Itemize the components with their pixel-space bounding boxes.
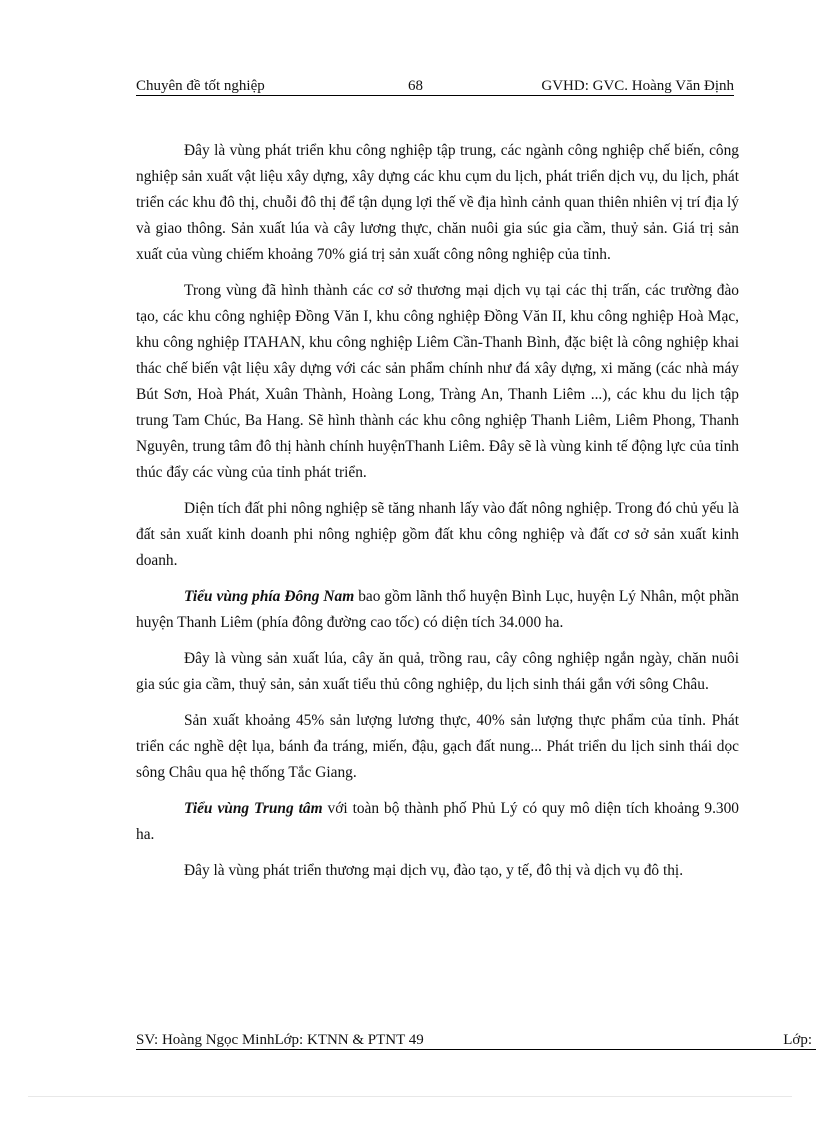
class-label: Lớp:	[783, 1032, 812, 1048]
document-title: Chuyên đề tốt nghiệp	[136, 78, 265, 94]
paragraph-6: Sản xuất khoảng 45% sản lượng lương thực, 40% sản lượng thực phẩm của tỉnh. Phát triển các nghề dệt lụa, bánh đa tráng, miến, đậu, gạch đất nung... Phát triển du lịch sinh thái dọc sông Châu qua hệ thống Tắc Giang.	[136, 712, 739, 781]
paragraph-7-text: với toàn bộ thành phố Phủ Lý có quy mô diện tích khoảng 9.300 ha.	[136, 800, 740, 843]
paragraph-2: Trong vùng đã hình thành các cơ sở thương mại dịch vụ tại các thị trấn, các trường đào tạo, các khu công nghiệp Đồng Văn I, khu công nghiệp Đồng Văn II, khu công nghiệp Hoà Mạc, khu công nghiệp ITAHAN, khu công nghiệp Liêm Cần-Thanh Bình, đặc biệt là công nghiệp khai thác chế biến vật liệu xây dựng với các sản phẩm chính như đá xây dựng, xi măng (các nhà máy Bút Sơn, Hoà Phát, Xuân Thành, Hoàng Long, Tràng An, Thanh Liêm ...), các khu du lịch tập trung Tam Chúc, Ba Hang. Sẽ hình thành các khu công nghiệp Thanh Liêm, Liêm Phong, Thanh Nguyên, trung tâm đô thị hành chính huyệnThanh Liêm. Đây sẽ là vùng kinh tế động lực của tỉnh thúc đẩy các vùng của tỉnh phát triển.	[136, 282, 739, 481]
subregion-heading-central: Tiểu vùng Trung tâm	[184, 800, 323, 817]
paragraph-3: Diện tích đất phi nông nghiệp sẽ tăng nhanh lấy vào đất nông nghiệp. Trong đó chủ yếu là đất sản xuất kinh doanh phi nông nghiệp gồm đất khu công nghiệp và đất cơ sở sản xuất kinh doanh.	[136, 500, 739, 569]
paragraph-5: Đây là vùng sản xuất lúa, cây ăn quả, trồng rau, cây công nghiệp ngắn ngày, chăn nuôi gia súc gia cầm, thuỷ sản, sản xuất tiểu thủ công nghiệp, du lịch sinh thái gắn với sông Châu.	[136, 650, 739, 693]
paragraph-4	[136, 584, 739, 636]
student-info: SV: Hoàng Ngọc MinhLớp: KTNN & PTNT 49	[136, 1032, 424, 1048]
subregion-heading-southeast: Tiểu vùng phía Đông Nam	[184, 588, 355, 605]
page-footer	[136, 1031, 816, 1050]
paragraph-8: Đây là vùng phát triển thương mại dịch vụ, đào tạo, y tế, đô thị và dịch vụ đô thị.	[184, 862, 684, 879]
page-number: 68	[408, 78, 423, 94]
supervisor-name: GVHD: GVC. Hoàng Văn Định	[541, 78, 734, 94]
page-header	[136, 77, 734, 96]
page-body	[136, 138, 739, 884]
page-bottom-divider	[28, 1096, 792, 1097]
paragraph-7	[136, 796, 739, 848]
paragraph-4-text: bao gồm lãnh thổ huyện Bình Lục, huyện Lý Nhân, một phần huyện Thanh Liêm (phía đông đường cao tốc) có diện tích 34.000 ha.	[136, 588, 739, 631]
paragraph-1: Đây là vùng phát triển khu công nghiệp tập trung, các ngành công nghiệp chế biến, công nghiệp sản xuất vật liệu xây dựng, xây dựng các khu cụm du lịch, phát triển dịch vụ, du lịch, phát triển các khu đô thị, chuỗi đô thị để tận dụng lợi thế về địa hình cảnh quan thiên nhiên vị trí địa lý và giao thông. Sản xuất lúa và cây lương thực, chăn nuôi gia súc gia cầm, thuỷ sản. Giá trị sản xuất của vùng chiếm khoảng 70% giá trị sản xuất công nông nghiệp của tỉnh.	[136, 142, 739, 263]
